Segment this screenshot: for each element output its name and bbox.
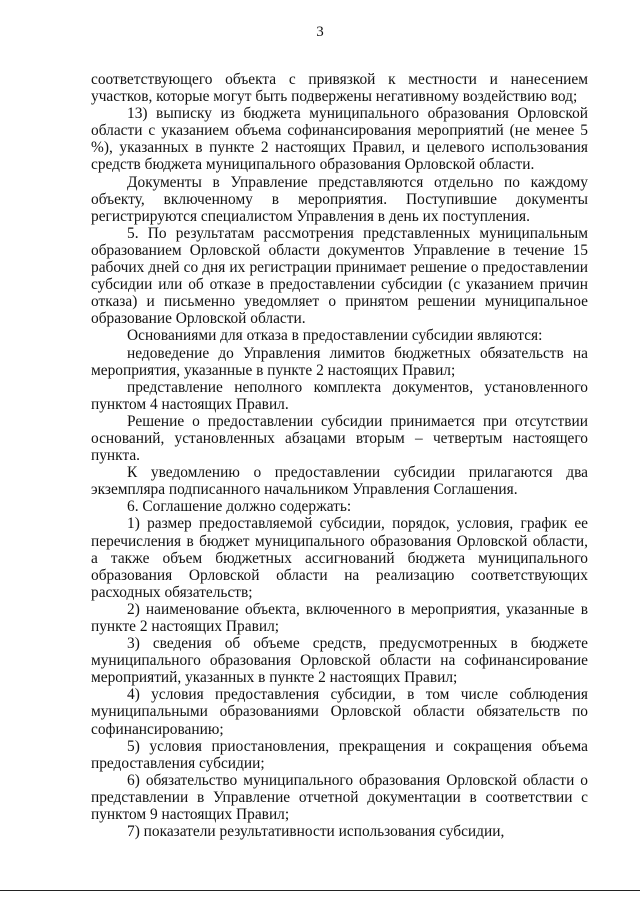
paragraph: 1) размер предоставляемой субсидии, порядок, условия, график ее перечисления в бюджет муниципального образования Орловской области, а также объем бюджетных ассигнований бюджета муниципального образования Орловской области на реализацию соответствующих расходных обязательств; [91, 515, 588, 601]
paragraph: 5. По результатам рассмотрения представленных муниципальным образованием Орловской области документов Управление в течение 15 рабочих дней со дня их регистрации принимает решение о предоставлении субсидии или об отказе в предоставлении субсидии (с указанием причин отказа) и письменно уведомляет о принятом решении муниципальное образование Орловской области. [91, 224, 588, 328]
paragraph: 5) условия приостановления, прекращения и сокращения объема предоставления субсидии; [91, 737, 588, 772]
paragraph: 2) наименование объекта, включенного в мероприятия, указанные в пункте 2 настоящих Правил; [91, 600, 588, 635]
page-bottom-rule [0, 890, 640, 891]
paragraph: представление неполного комплекта документов, установленного пунктом 4 настоящих Правил. [91, 378, 588, 413]
document-body [91, 71, 588, 840]
paragraph: Основаниями для отказа в предоставлении субсидии являются: [127, 327, 543, 345]
paragraph: 7) показатели результативности использования субсидии, [127, 823, 505, 841]
page-number: 3 [316, 24, 324, 40]
paragraph: Документы в Управление представляются отдельно по каждому объекту, включенному в мероприятия. Поступившие документы регистрируются специалистом Управления в день их поступления. [91, 173, 588, 225]
paragraph: 4) условия предоставления субсидии, в том числе соблюдения муниципальными образованиями Орловской области обязательств по софинансированию; [91, 686, 588, 738]
paragraph: Решение о предоставлении субсидии принимается при отсутствии оснований, установленных абзацами вторым – четвертым настоящего пункта. [91, 412, 588, 465]
paragraph: 6) обязательство муниципального образования Орловской области о представлении в Управление отчетной документации в соответствии с пунктом 9 настоящих Правил; [91, 771, 588, 824]
paragraph: 6. Соглашение должно содержать: [127, 498, 352, 516]
paragraph: недоведение до Управления лимитов бюджетных обязательств на мероприятия, указанные в пункте 2 настоящих Правил; [91, 344, 588, 379]
paragraph: К уведомлению о предоставлении субсидии прилагаются два экземпляра подписанного начальником Управления Соглашения. [91, 464, 588, 499]
paragraph: соответствующего объекта с привязкой к местности и нанесением участков, которые могут быть подвержены негативному воздействию вод; [91, 71, 588, 106]
paragraph: 13) выписку из бюджета муниципального образования Орловской области с указанием объема софинансирования мероприятий (не менее 5 %), указанных в пункте 2 настоящих Правил, и целевого использования средств бюджета муниципального образования Орловской области. [91, 105, 588, 174]
paragraph: 3) сведения об объеме средств, предусмотренных в бюджете муниципального образования Орловской области на софинансирование мероприятий, указанных в пункте 2 настоящих Правил; [91, 635, 588, 687]
